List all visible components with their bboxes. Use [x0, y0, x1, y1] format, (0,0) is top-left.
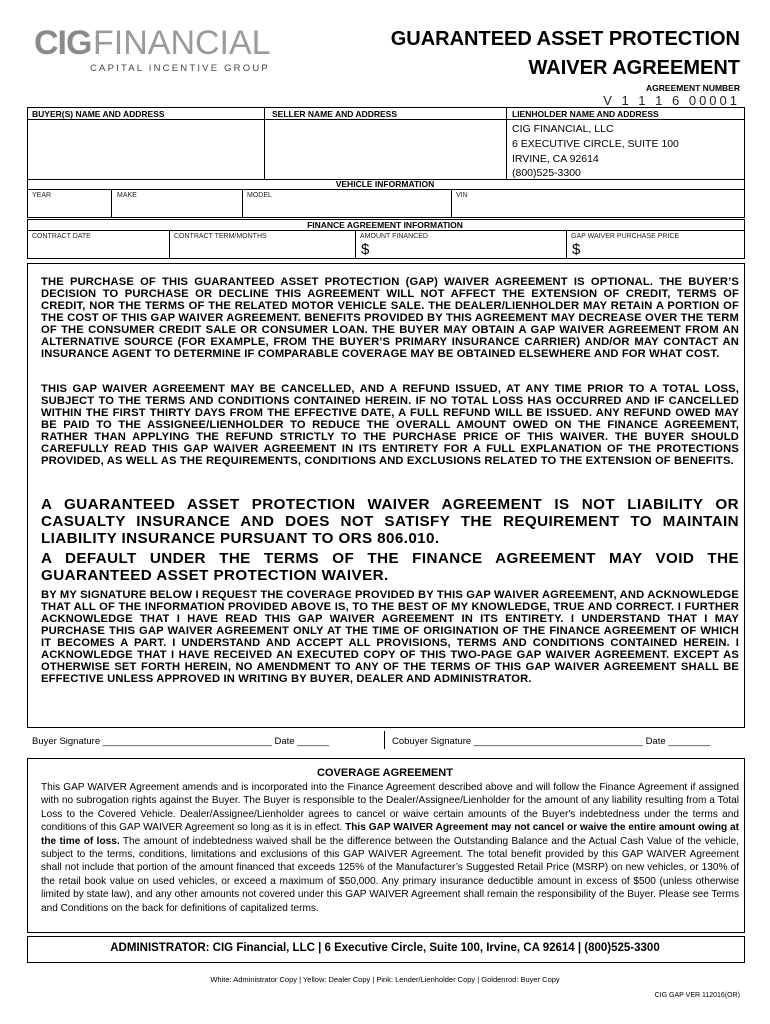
vehicle-vin-label: VIN: [456, 192, 468, 199]
divider: [506, 107, 507, 180]
seller-field[interactable]: [265, 120, 505, 179]
coverage-text-b: The amount of indebtedness waived shall be the difference between the Outstanding Balance and the Actual Cash Value of the vehicle, subject to the terms, conditions, limitations and exclusions of this GAP WAIVER Agreement. The total benefit provided by this GAP WAIVER Agreement shall not include that portion of the amount financed that exceeds 125% of the Manufacturer’s Suggested Retail Price (MSRP) on new vehicles, or 130% of the retail book value on used vehicles, or exceed a maximum of $50,000. Any primary insurance deductible amount in excess of $500 (unless otherwise limited by state law), and any other amounts not covered under this GAP WAIVER Agreement shall remain the responsibility of the Buyer. Please see Terms and Conditions on the back for definitions of capitalized terms.: [41, 835, 739, 914]
coverage-title: COVERAGE AGREEMENT: [317, 767, 453, 779]
contract-term-label: CONTRACT TERM/MONTHS: [174, 233, 267, 240]
page-title-line1: GUARANTEED ASSET PROTECTION: [390, 28, 740, 50]
finance-header: FINANCE AGREEMENT INFORMATION: [307, 220, 463, 230]
divider: [27, 230, 745, 231]
amount-financed-dollar: $: [361, 241, 370, 258]
divider: [566, 230, 567, 259]
divider: [169, 230, 170, 259]
divider: [384, 731, 385, 749]
logo-cig: CIG: [34, 24, 92, 62]
seller-header: SELLER NAME AND ADDRESS: [272, 109, 397, 119]
divider: [111, 189, 112, 218]
logo-financial: FINANCIAL: [93, 24, 271, 62]
administrator-info: ADMINISTRATOR: CIG Financial, LLC | 6 Executive Circle, Suite 100, Irvine, CA 92614 | (800)525-3300: [110, 942, 660, 954]
cobuyer-signature-line[interactable]: Cobuyer Signature ________________________________ Date ________: [392, 736, 711, 747]
disclosure-paragraph-cancellation: THIS GAP WAIVER AGREEMENT MAY BE CANCELLED, AND A REFUND ISSUED, AT ANY TIME PRIOR TO A TOTAL LOSS, SUBJECT TO THE TERMS AND CONDITIONS CONTAINED HEREIN. IF NO TOTAL LOSS HAS OCCURRED AND IF CANCELLED WITHIN THE FIRST THIRTY DAYS FROM THE EFFECTIVE DATE, A FULL REFUND WILL BE ISSUED. ANY REFUND OWED MAY BE PAID TO THE ASSIGNEE/LIENHOLDER TO REDUCE THE OVERALL AMOUNT OWED ON THE FINANCE AGREEMENT, RATHER THAN APPLYING THE REFUND STRICTLY TO THE PURCHASE PRICE OF THIS WAIVER. THE BUYER SHOULD CAREFULLY READ THIS GAP WAIVER AGREEMENT IN ITS ENTIRETY FOR A FULL EXPLANATION OF THE PROTECTIONS PROVIDED, AS WELL AS THE REQUIREMENTS, CONDITIONS AND EXCLUSIONS RELATED TO THE EXTENSION OF BENEFITS.: [41, 383, 739, 467]
divider: [355, 230, 356, 259]
divider: [451, 189, 452, 218]
agreement-number: V 1 1 1 6 00001: [603, 93, 740, 108]
lienholder-line: CIG FINANCIAL, LLC: [512, 123, 614, 135]
lienholder-line: 6 EXECUTIVE CIRCLE, SUITE 100: [512, 138, 679, 150]
vehicle-header: VEHICLE INFORMATION: [335, 179, 435, 189]
coverage-text-bold: This GAP WAIVER Agreement may not cancel or waive the entire amount owing at the time of loss.: [41, 822, 739, 847]
disclosure-not-insurance: A GUARANTEED ASSET PROTECTION WAIVER AGREEMENT IS NOT LIABILITY OR CASUALTY INSURANCE AND DOES NOT SATISFY THE REQUIREMENT TO MAINTAIN LIABILITY INSURANCE PURSUANT TO ORS 806.010.: [41, 496, 739, 547]
lienholder-header: LIENHOLDER NAME AND ADDRESS: [512, 109, 659, 119]
lienholder-line: IRVINE, CA 92614: [512, 153, 599, 165]
agreement-number-label: AGREEMENT NUMBER: [646, 83, 740, 93]
coverage-text-a: This GAP WAIVER Agreement amends and is incorporated into the Finance Agreement described above and will follow the Finance Agreement if assigned with no subrogation rights against the Buyer. The Buyer is responsible to the Dealer/Assignee/Lienholder for the amount of any liability resulting from a Total Loss to the Covered Vehicle. Dealer/Assignee/Lienholder agrees to cancel or waive certain amounts of the Buyer's indebtedness under the terms and conditions of this GAP WAIVER Agreement so long as it is in effect.: [41, 782, 739, 834]
contract-date-label: CONTRACT DATE: [32, 233, 91, 240]
disclosure-acknowledgement: BY MY SIGNATURE BELOW I REQUEST THE COVERAGE PROVIDED BY THIS GAP WAIVER AGREEMENT, AND ACKNOWLEDGE THAT ALL OF THE INFORMATION PROVIDED ABOVE IS, TO THE BEST OF MY KNOWLEDGE, TRUE AND CORRECT. I FURTHER ACKNOWLEDGE THAT I HAVE READ THIS GAP WAIVER AGREEMENT IN ITS ENTIRETY. I UNDERSTAND THAT I MAY PURCHASE THIS GAP WAIVER AGREEMENT ONLY AT THE TIME OF ORIGINATION OF THE FINANCE AGREEMENT OF WHICH IT BECOMES A PART. I UNDERSTAND AND ACCEPT ALL PROVISIONS, TERMS AND CONDITIONS CONTAINED HEREIN. I ACKNOWLEDGE THAT I HAVE RECEIVED AN EXECUTED COPY OF THIS TWO-PAGE GAP WAIVER AGREEMENT. EXCEPT AS OTHERWISE SET FORTH HEREIN, NO AMENDMENT TO ANY OF THE TERMS OF THIS GAP WAIVER AGREEMENT SHALL BE EFFECTIVE UNLESS APPROVED IN WRITING BY BUYER, DEALER AND ADMINISTRATOR.: [41, 589, 739, 685]
logo-tagline: CAPITAL INCENTIVE GROUP: [90, 63, 270, 74]
gap-price-dollar: $: [572, 241, 581, 258]
form-version: CIG GAP VER 112016(OR): [654, 992, 740, 999]
buyer-header: BUYER(S) NAME AND ADDRESS: [32, 109, 165, 119]
divider: [242, 189, 243, 218]
vehicle-make-label: MAKE: [117, 192, 137, 199]
buyer-signature-line[interactable]: Buyer Signature ________________________________ Date ______: [32, 736, 329, 747]
buyer-field[interactable]: [28, 120, 263, 179]
copy-distribution: White: Administrator Copy | Yellow: Dealer Copy | Pink: Lender/Lienholder Copy | Goldenrod: Buyer Copy: [210, 975, 560, 984]
vehicle-model-label: MODEL: [247, 192, 272, 199]
gap-price-label: GAP WAIVER PURCHASE PRICE: [571, 233, 680, 240]
vehicle-year-label: YEAR: [32, 192, 52, 199]
lienholder-line: (800)525-3300: [512, 167, 581, 179]
disclosure-default: A DEFAULT UNDER THE TERMS OF THE FINANCE AGREEMENT MAY VOID THE GUARANTEED ASSET PROTECTION WAIVER.: [41, 550, 739, 584]
coverage-text: [41, 781, 739, 915]
divider: [27, 189, 745, 190]
page-title-line2: WAIVER AGREEMENT: [528, 57, 740, 79]
disclosure-paragraph-optional: THE PURCHASE OF THIS GUARANTEED ASSET PROTECTION (GAP) WAIVER AGREEMENT IS OPTIONAL. THE BUYER’S DECISION TO PURCHASE OR DECLINE THIS AGREEMENT WILL NOT AFFECT THE EXTENSION OF CREDIT, TERMS OF CREDIT, NOR THE TERMS OF THE RELATED MOTOR VEHICLE SALE. THE DEALER/LIENHOLDER MAY RETAIN A PORTION OF THE COST OF THIS GAP WAIVER AGREEMENT. BENEFITS PROVIDED BY THIS AGREEMENT MAY DECREASE OVER THE TERM OF THE CONSUMER CREDIT SALE OR CONSUMER LOAN. THE BUYER MAY OBTAIN A GAP WAIVER AGREEMENT FROM AN ALTERNATIVE SOURCE (FOR EXAMPLE, FROM THE BUYER’S PRIMARY INSURANCE CARRIER) AND/OR MAY CONTACT AN INSURANCE AGENT TO DETERMINE IF COMPARABLE COVERAGE MAY BE OBTAINED ELSEWHERE AND FOR WHAT COST.: [41, 276, 739, 360]
amount-financed-label: AMOUNT FINANCED: [360, 233, 428, 240]
